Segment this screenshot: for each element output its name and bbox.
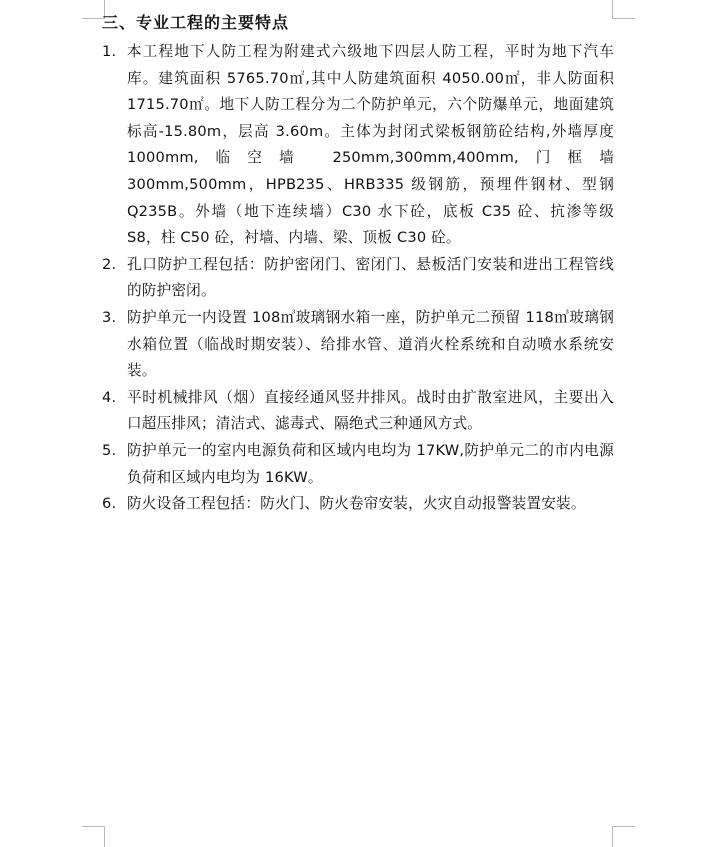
page-corner-mark-bottom-left	[82, 826, 105, 847]
list-item	[102, 438, 614, 491]
list-item-number: 2.	[102, 255, 117, 273]
list-item-text: 防护单元一内设置 108㎥玻璃钢水箱一座，防护单元二预留 118㎥玻璃钢水箱位置（临战时期安装）、给排水管、道消火栓系统和自动喷水系统安装。	[127, 308, 614, 380]
list-item	[102, 385, 614, 438]
list-item-number: 4.	[102, 388, 117, 406]
list-item	[102, 252, 614, 305]
page-corner-mark-top-right	[612, 0, 635, 19]
list-item-text: 本工程地下人防工程为附建式六级地下四层人防工程，平时为地下汽车库。建筑面积 5765.70㎡,其中人防建筑面积 4050.00㎡，非人防面积 1715.70㎡。地下人防工程分为二个防护单元，六个防爆单元，地面建筑标高-15.80m，层高 3.60m。主体为封闭式梁板钢筋砼结构,外墙厚度 1000mm,临空墙 250mm,300mm,400mm,门框墙 300mm,500mm，HPB235、HRB335 级钢筋，预埋件钢材、型钢 Q235B。外墙（地下连续墙）C30 水下砼，底板 C35 砼、抗渗等级 S8，柱 C50 砼，衬墙、内墙、梁、顶板 C30 砼。	[127, 43, 614, 247]
list-item-text: 孔口防护工程包括：防护密闭门、密闭门、悬板活门安装和进出工程管线的防护密闭。	[127, 255, 614, 300]
list-item-text: 平时机械排风（烟）直接经通风竖井排风。战时由扩散室进风，主要出入口超压排风；清洁式、滤毒式、隔绝式三种通风方式。	[127, 388, 614, 433]
section-heading: 三、专业工程的主要特点	[102, 13, 290, 32]
list-item	[102, 305, 614, 385]
list-item	[102, 491, 614, 518]
list-item-text: 防火设备工程包括：防火门、防火卷帘安装，火灾自动报警装置安装。	[127, 495, 586, 513]
page-corner-mark-bottom-right	[612, 826, 635, 847]
list-item-text: 防护单元一的室内电源负荷和区域内电均为 17KW,防护单元二的市内电源负荷和区域内电均为 16KW。	[127, 441, 614, 486]
document-body	[102, 12, 614, 518]
feature-list	[102, 39, 614, 518]
list-item-number: 6.	[102, 495, 117, 513]
list-item-number: 3.	[102, 308, 117, 326]
list-item-number: 1.	[102, 43, 117, 60]
list-item	[102, 39, 614, 252]
list-item-number: 5.	[102, 441, 117, 459]
